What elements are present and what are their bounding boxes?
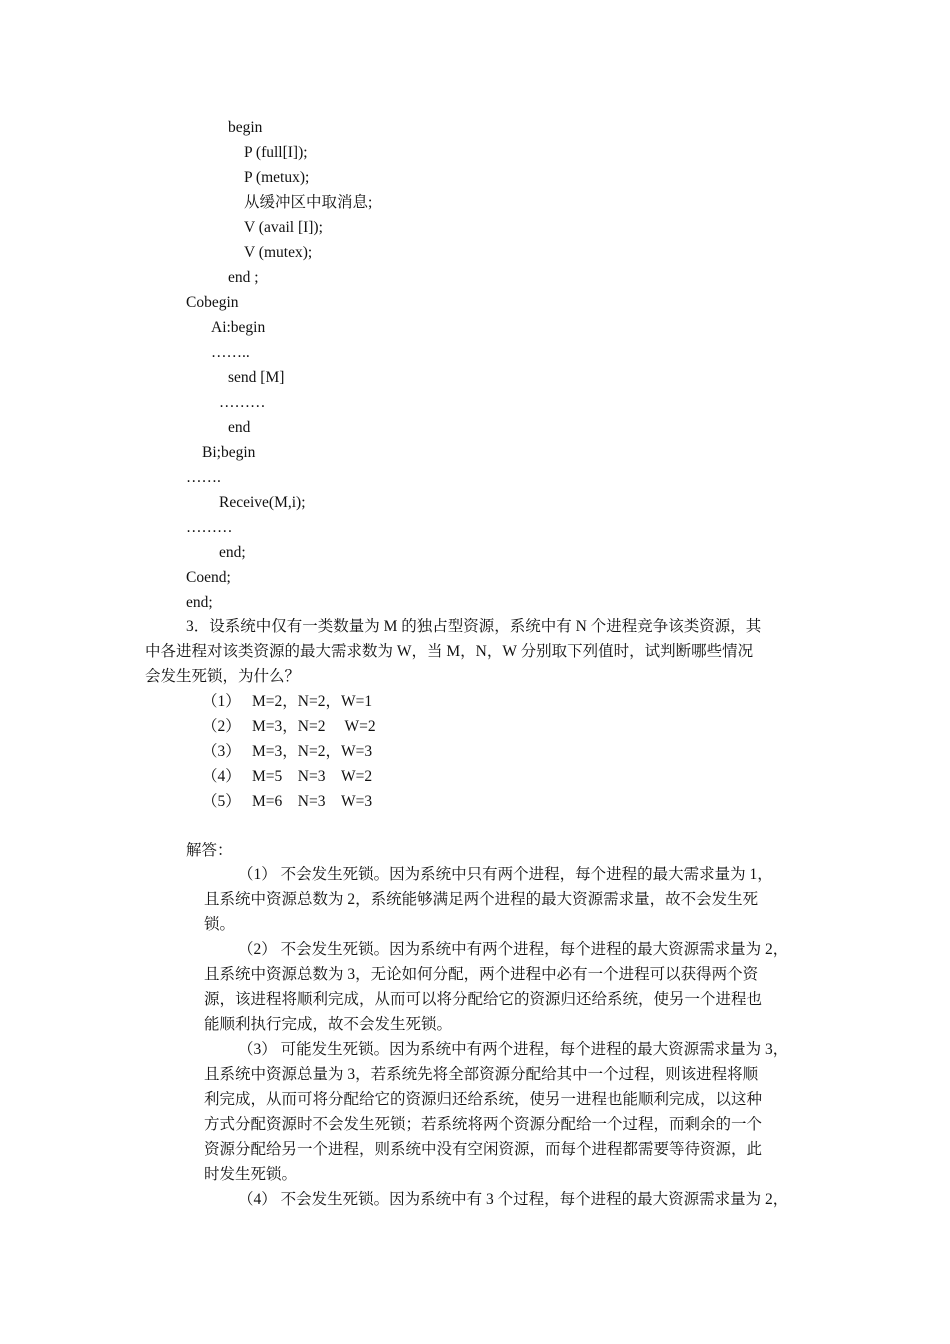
- answer-line: 且系统中资源总数为 2，系统能够满足两个进程的最大资源需求量，故不会发生死: [204, 891, 759, 908]
- answer-line: （1） 不会发生死锁。因为系统中只有两个进程，每个进程的最大需求量为 1，: [238, 866, 773, 883]
- code-line: ……..: [211, 344, 250, 361]
- answer-line: （3） 可能发生死锁。因为系统中有两个进程，每个进程的最大资源需求量为 3，: [238, 1041, 789, 1058]
- code-line: Receive(M,i);: [219, 494, 306, 511]
- code-line: ………: [219, 394, 266, 411]
- code-line: send [M]: [228, 369, 285, 386]
- case-values: M=3，N=2 W=2: [252, 718, 376, 735]
- case-values: M=5 N=3 W=2: [252, 768, 373, 785]
- answer-label: 解答：: [186, 842, 233, 859]
- answer-line: 资源分配给另一个进程，则系统中没有空闲资源，而每个进程都需要等待资源，此: [204, 1141, 763, 1158]
- answer-line: 且系统中资源总数为 3，无论如何分配，两个进程中必有一个进程可以获得两个资: [204, 966, 759, 983]
- code-line: Coend;: [186, 569, 231, 586]
- case-number: （4）: [202, 768, 241, 785]
- code-line: V (avail [I]);: [244, 219, 323, 236]
- code-line: …….: [186, 469, 221, 486]
- code-line: P (metux);: [244, 169, 310, 186]
- answer-line: 且系统中资源总量为 3，若系统先将全部资源分配给其中一个过程，则该进程将顺: [204, 1066, 759, 1083]
- answer-line: 源，该进程将顺利完成，从而可以将分配给它的资源归还给系统，使另一个进程也: [204, 991, 763, 1008]
- question-line: 会发生死锁，为什么？: [145, 668, 301, 685]
- answer-line: 时发生死锁。: [204, 1166, 298, 1183]
- code-line: end ;: [228, 269, 259, 286]
- code-line: V (mutex);: [244, 244, 313, 261]
- answer-line: 利完成，从而可将分配给它的资源归还给系统，使另一进程也能顺利完成，以这种: [204, 1091, 763, 1108]
- code-line: 从缓冲区中取消息;: [244, 194, 373, 211]
- code-line: end;: [186, 594, 213, 611]
- case-number: （5）: [202, 793, 241, 810]
- answer-line: （4） 不会发生死锁。因为系统中有 3 个过程，每个进程的最大资源需求量为 2，: [238, 1191, 789, 1208]
- code-line: Cobegin: [186, 294, 239, 311]
- answer-line: 方式分配资源时不会发生死锁；若系统将两个资源分配给一个过程，而剩余的一个: [204, 1116, 763, 1133]
- code-line: end;: [219, 544, 246, 561]
- question-line: 中各进程对该类资源的最大需求数为 W，当 M，N，W 分别取下列值时，试判断哪些情况: [145, 643, 754, 660]
- code-line: ………: [186, 519, 233, 536]
- case-values: M=2，N=2，W=1: [252, 693, 373, 710]
- case-values: M=6 N=3 W=3: [252, 793, 373, 810]
- answer-line: 能顺利执行完成，故不会发生死锁。: [204, 1016, 453, 1033]
- case-values: M=3，N=2，W=3: [252, 743, 373, 760]
- question-line: 3．设系统中仅有一类数量为 M 的独占型资源，系统中有 N 个进程竞争该类资源，其: [186, 618, 762, 635]
- answer-line: （2） 不会发生死锁。因为系统中有两个进程，每个进程的最大资源需求量为 2，: [238, 941, 789, 958]
- case-number: （2）: [202, 718, 241, 735]
- code-line: Ai:begin: [211, 319, 266, 336]
- code-line: begin: [228, 119, 263, 136]
- answer-line: 锁。: [204, 916, 236, 933]
- code-line: P (full[I]);: [244, 144, 308, 161]
- case-number: （3）: [202, 743, 241, 760]
- code-line: Bi;begin: [202, 444, 256, 461]
- case-number: （1）: [202, 693, 241, 710]
- code-line: end: [228, 419, 251, 436]
